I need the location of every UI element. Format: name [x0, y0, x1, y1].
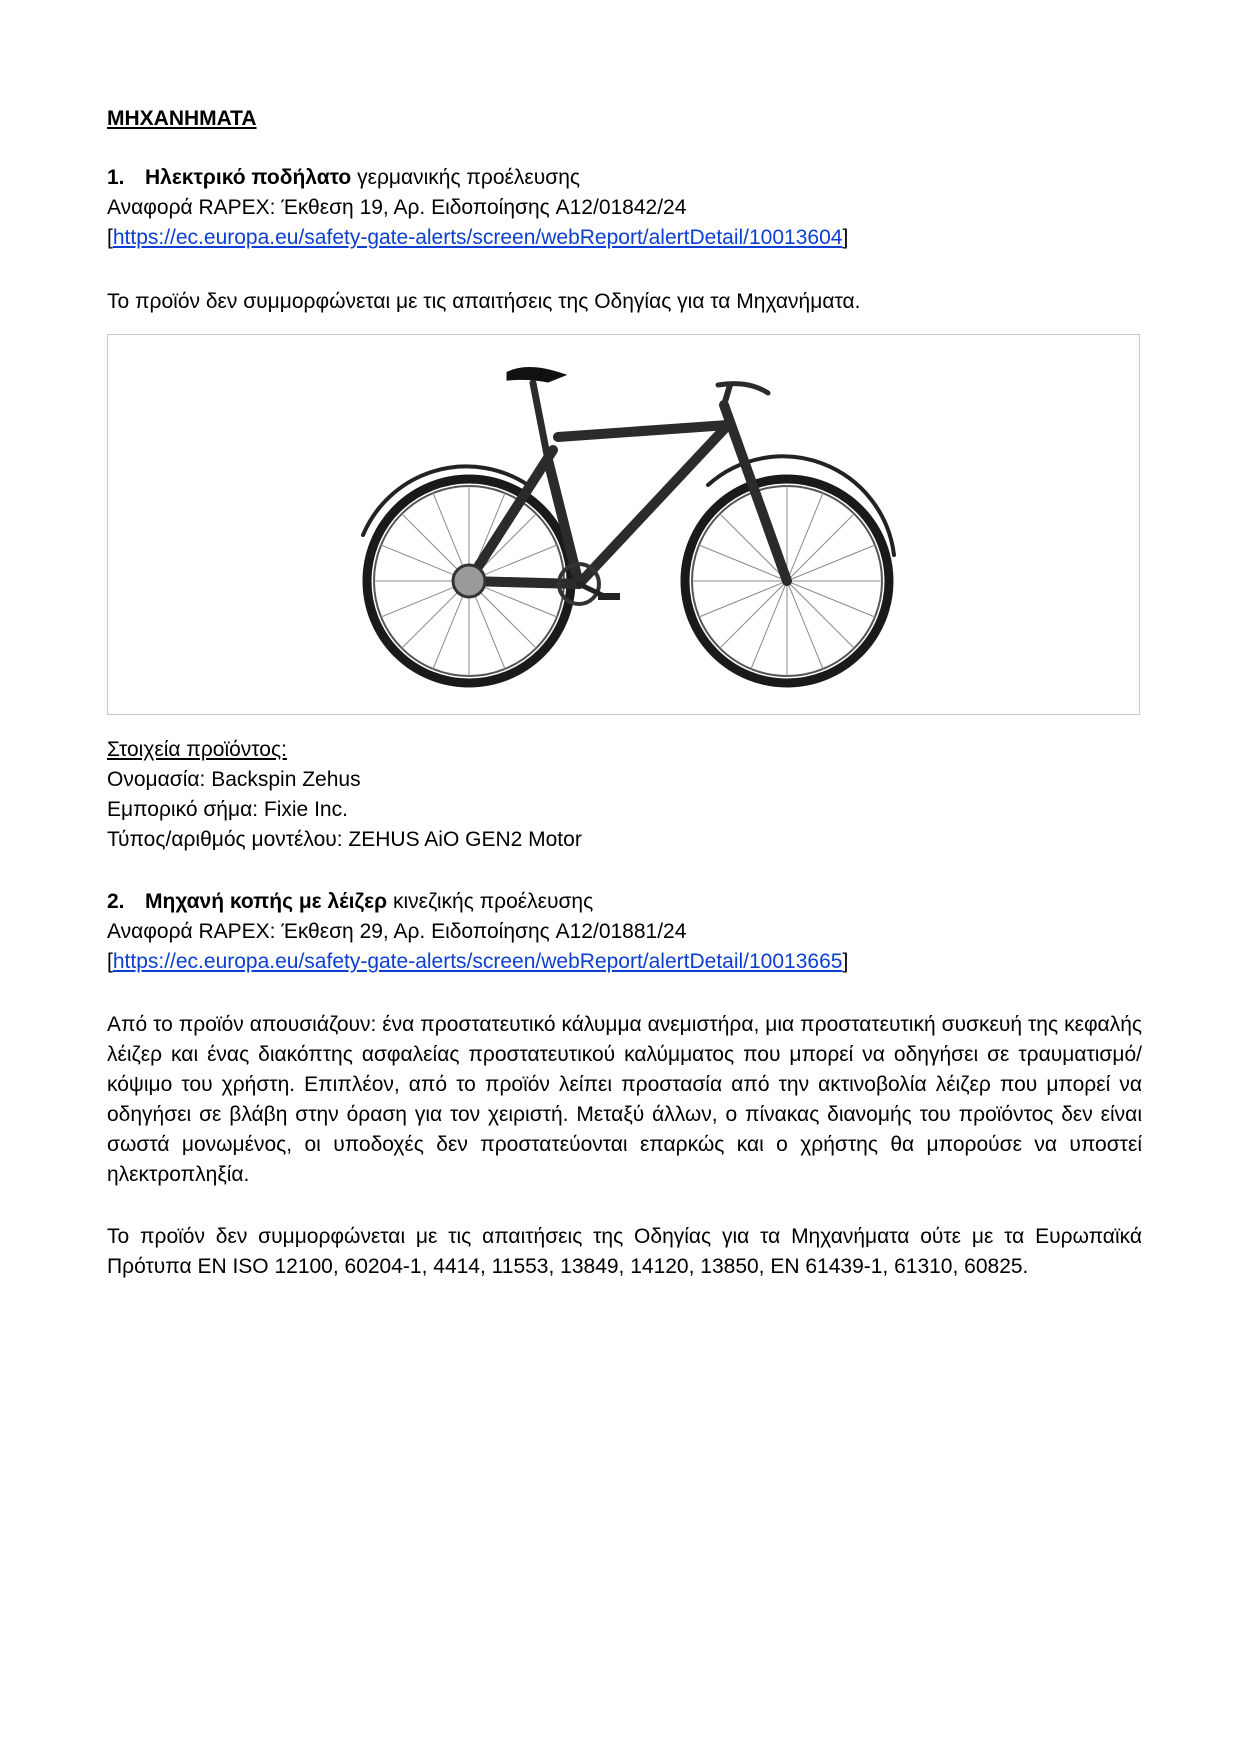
rapex-reference: Αναφορά RAPEX: Έκθεση 29, Αρ. Ειδοποίησης A12/01881/24 [107, 920, 687, 943]
section-title: ΜΗΧΑΝΗΜΑΤΑ [107, 107, 257, 130]
item-name: Μηχανή κοπής με λέιζερ [145, 890, 388, 913]
item-number: 1. [107, 166, 125, 189]
detail-model: Τύπος/αριθμός μοντέλου: ZEHUS AiO GEN2 Motor [107, 828, 582, 851]
alert-link-line: [https://ec.europa.eu/safety-gate-alerts/screen/webReport/alertDetail/10013665] [107, 950, 849, 973]
alert-link[interactable]: https://ec.europa.eu/safety-gate-alerts/screen/webReport/alertDetail/10013604 [112, 226, 843, 249]
detail-name: Ονομασία: Backspin Zehus [107, 768, 361, 791]
item-1-description: Το προϊόν δεν συμμορφώνεται με τις απαιτήσεις της Οδηγίας για τα Μηχανήματα. [107, 290, 861, 313]
alert-link-line: [https://ec.europa.eu/safety-gate-alerts/screen/webReport/alertDetail/10013604] [107, 226, 849, 249]
detail-brand: Εμπορικό σήμα: Fixie Inc. [107, 798, 348, 821]
details-heading: Στοιχεία προϊόντος: [107, 738, 287, 761]
product-details [107, 735, 1142, 855]
product-image-frame [107, 334, 1140, 715]
alert-link[interactable]: https://ec.europa.eu/safety-gate-alerts/screen/webReport/alertDetail/10013665 [112, 950, 843, 973]
item-2-description: Από το προϊόν απουσιάζουν: ένα προστατευτικό κάλυμμα ανεμιστήρα, μια προστατευτική συσκευή της κεφαλής λέιζερ και ένας διακόπτης ασφαλείας προστατευτικού καλύμματος που μπορεί να οδηγήσει σε τραυματισμό/κόψιμο του χρήστη. Επιπλέον, από το προϊόν λείπει προστασία από την ακτινοβολία λέιζερ που μπορεί να οδηγήσει σε βλάβη στην όραση για τον χειριστή. Μεταξύ άλλων, ο πίνακας διανομής του προϊόντος δεν είναι σωστά μονωμένος, οι υποδοχές δεν προστατεύονται επαρκώς και ο χρήστης θα μπορούσε να υποστεί ηλεκτροπληξία. [107, 1013, 1142, 1186]
item-number: 2. [107, 890, 125, 913]
item-origin: γερμανικής προέλευσης [357, 166, 581, 189]
rapex-reference: Αναφορά RAPEX: Έκθεση 19, Αρ. Ειδοποίησης A12/01842/24 [107, 196, 687, 219]
bicycle-photo-icon [108, 335, 1139, 714]
item-2-compliance: Το προϊόν δεν συμμορφώνεται με τις απαιτήσεις της Οδηγίας για τα Μηχανήματα ούτε με τα Ευρωπαϊκά Πρότυπα EN ISO 12100, 60204-1, 4414, 11553, 13849, 14120, 13850, EN 61439-1, 61310, 60825. [107, 1225, 1142, 1278]
item-2-header [107, 887, 1142, 977]
item-1-header [107, 163, 1142, 253]
item-origin: κινεζικής προέλευσης [392, 890, 594, 913]
item-name: Ηλεκτρικό ποδήλατο [145, 166, 352, 189]
